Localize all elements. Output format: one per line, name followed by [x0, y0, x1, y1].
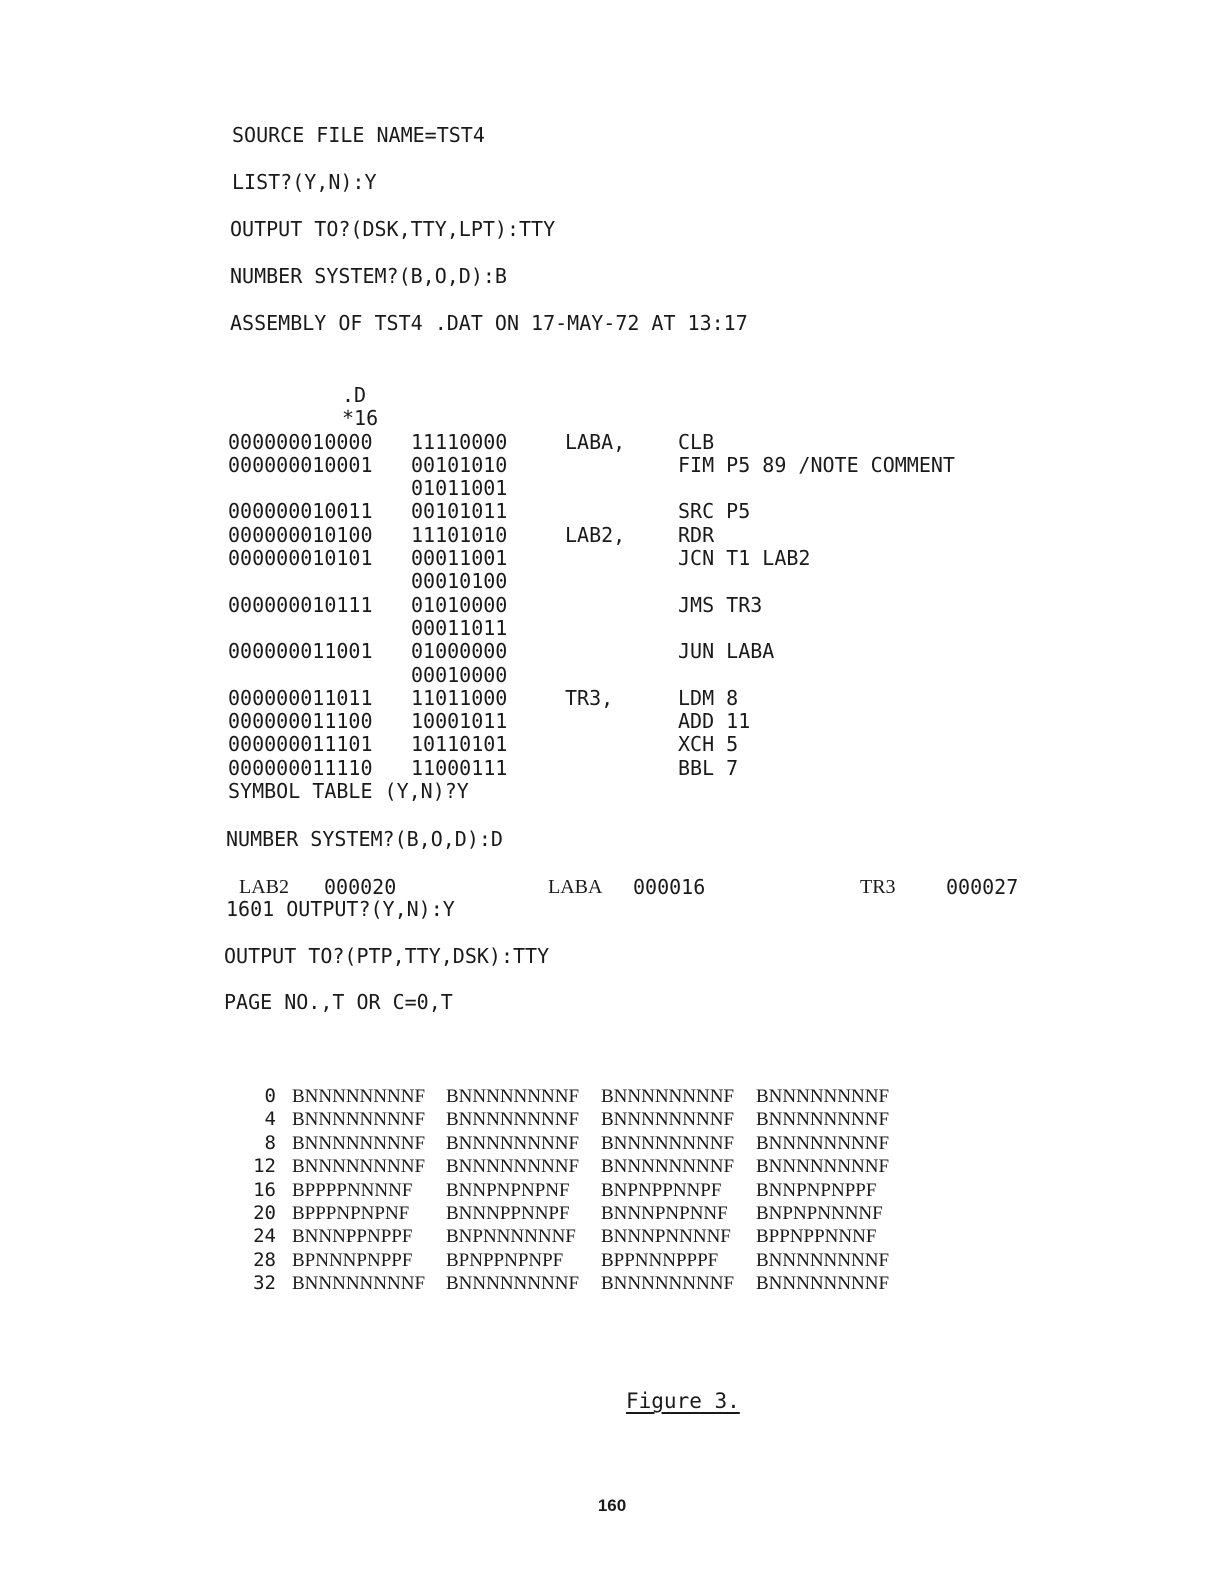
instruction: JUN LABA: [678, 639, 775, 664]
address: 000000010001: [228, 452, 373, 477]
machine-code: 11110000: [411, 429, 508, 454]
instruction: JCN T1 LAB2: [678, 546, 811, 571]
machine-code: 11000111: [411, 755, 508, 780]
address: 000000011101: [228, 732, 373, 757]
symbol-value: 000016: [633, 875, 706, 899]
symbol-value: 000020: [324, 875, 397, 899]
source-file-line: SOURCE FILE NAME=TST4: [232, 123, 485, 147]
instruction: SRC P5: [678, 499, 751, 524]
machine-code: 00011011: [411, 615, 508, 640]
address: 000000011011: [228, 685, 373, 710]
machine-code: 10001011: [411, 709, 508, 734]
machine-code: 11101010: [411, 522, 508, 547]
address: 000000011100: [228, 709, 373, 734]
machine-code: 01000000: [411, 639, 508, 664]
label: LAB2,: [565, 522, 626, 547]
address: 000000010011: [228, 499, 373, 524]
address: 000000010000: [228, 429, 373, 454]
machine-code: 00011001: [411, 546, 508, 571]
machine-code: 10110101: [411, 732, 508, 757]
output-prompt-line: OUTPUT TO?(DSK,TTY,LPT):TTY: [230, 217, 556, 241]
row-index: 32: [253, 1272, 276, 1295]
machine-code: 01010000: [411, 592, 508, 617]
machine-code: 00010100: [411, 569, 508, 594]
list-prompt-line: LIST?(Y,N):Y: [232, 170, 377, 194]
address: 000000010101: [228, 546, 373, 571]
instruction: XCH 5: [678, 732, 739, 757]
instruction: CLB: [678, 429, 715, 454]
output-1601-line: 1601 OUTPUT?(Y,N):Y: [226, 897, 455, 921]
address: 000000010111: [228, 592, 373, 617]
page-no-line: PAGE NO.,T OR C=0,T: [224, 990, 453, 1014]
row-index: 4: [264, 1108, 276, 1131]
symbol-name: LAB2: [239, 876, 289, 898]
row-index: 28: [253, 1248, 276, 1271]
symbol-name: LABA: [548, 876, 603, 898]
address: 000000011110: [228, 755, 373, 780]
instruction: RDR: [678, 522, 715, 547]
machine-code: 01011001: [411, 476, 508, 501]
output-to-line: OUTPUT TO?(PTP,TTY,DSK):TTY: [224, 944, 550, 968]
label: TR3,: [565, 685, 614, 710]
address: 000000011001: [228, 639, 373, 664]
number-system-line: NUMBER SYSTEM?(B,O,D):B: [230, 264, 507, 288]
instruction: FIM P5 89 /NOTE COMMENT: [678, 452, 955, 477]
instruction: JMS TR3: [678, 592, 763, 617]
label: LABA,: [565, 429, 626, 454]
assembly-header-line: ASSEMBLY OF TST4 .DAT ON 17-MAY-72 AT 13:17: [230, 311, 748, 335]
machine-code: 11011000: [411, 685, 508, 710]
symbol-value: 000027: [946, 875, 1019, 899]
address: 000000010100: [228, 522, 373, 547]
instruction: BBL 7: [678, 755, 739, 780]
document-page: SOURCE FILE NAME=TST4 LIST?(Y,N):Y OUTPUT TO?(DSK,TTY,LPT):TTY NUMBER SYSTEM?(B,O,D):B ASSEMBLY OF TST4 .DAT ON 17-MAY-72 AT 13:17 .D *16 000000010000 11110000 LABA, CLB 000000010001 00101010 FIM P5 89 /NOTE COMMENT 01011001 000000010011 00101011 SRC P5 000000010100 11101010 LAB2, RDR 000000010101 00011001 JCN T1 LAB2 00010100 000000010111 01010000 JMS TR3 00011011 000000011001 01000000 JUN LABA 00010000 000000011011 11011000 TR3, LDM 8 000000011100 10001011 ADD 11 000000011101 10110101 XCH 5 000000011110 11000111 BBL 7 SYMBOL TABLE (Y,N)?Y NUMBER SYSTEM?(B,O,D):D LAB2 000020 LABA 000016 TR3 000027 1601 OUTPUT?(Y,N):Y OUTPUT TO?(PTP,TTY,DSK):TTY PAGE NO.,T OR C=0,T 0 BNNNNNNNNF BNNNNNNNNF BNNNNNNNNF BNNNNNNNNF 4 BNNNNNNNNF BNNNNNNNNF BNNNNNNNNF BNNNNNNNNF 8 BNNNNNNNNF BNNNNNNNNF BNNNNNNNNF BNNNNNNNNF 12 BNNNNNNNNF BNNNNNNNNF BNNNNNNNNF BNNNNNNNNF 16 BPPPPNNNNF BNNPNPNPNF BNPNPPNNPF BNNPNPNPPF 20 BPPPNPNPNF BNNNPPNNPF BNNNPNPNNF BNPNPNNNNF 24 BNNNPPNPPF BNPNNNNNNF BNNNPNNNNF BPPNPPNNNF 28 BPNNNPNPPF BPNPPNPNPF BPPNNNPPPF BNNNNNNNNF 32 BNNNNNNNNF BNNNNNNNNF BNNNNNNNNF BNNNNNNNNF Figure 3. 160: [0, 0, 1224, 1584]
row-index: 20: [253, 1201, 276, 1224]
instruction: ADD 11: [678, 709, 751, 734]
row-index: 16: [253, 1178, 276, 1201]
machine-code: 00101010: [411, 452, 508, 477]
number-system-line-2: NUMBER SYSTEM?(B,O,D):D: [226, 827, 503, 851]
page-number: 160: [597, 1496, 627, 1515]
symbol-name: TR3: [860, 876, 896, 898]
row-index: 0: [264, 1085, 276, 1107]
row-index: 8: [264, 1131, 276, 1154]
row-index: 24: [253, 1225, 276, 1248]
instruction: LDM 8: [678, 685, 739, 710]
row-index: 12: [253, 1155, 276, 1178]
machine-code: 00101011: [411, 499, 508, 524]
figure-caption: Figure 3.: [626, 1389, 740, 1413]
machine-code: 00010000: [411, 662, 508, 687]
